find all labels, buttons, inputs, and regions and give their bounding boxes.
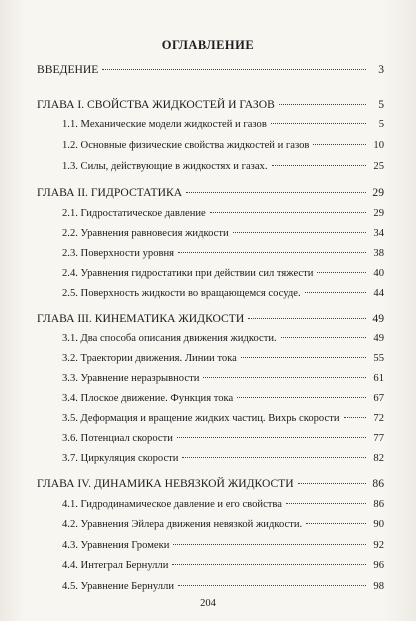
toc-entry-page-number: 29 <box>373 208 384 219</box>
toc-entry-label: 4.4. Интеграл Бернулли <box>62 560 169 571</box>
dot-leader <box>237 397 366 398</box>
toc-entry-page-number: 5 <box>378 119 384 130</box>
toc-entry-page-number: 10 <box>373 140 384 151</box>
toc-section-entry <box>62 538 384 554</box>
toc-entry-page-number: 5 <box>378 98 384 111</box>
dot-leader <box>286 503 366 504</box>
dot-leader <box>248 318 366 319</box>
toc-entry-label: 3.5. Деформация и вращение жидких частиц. Вихрь скорости <box>62 413 340 424</box>
toc-section-entry <box>62 517 384 533</box>
toc-entry-page-number: 29 <box>372 186 384 199</box>
toc-entry-page-number: 40 <box>373 268 384 279</box>
dot-leader <box>186 192 366 193</box>
toc-chapter-entry <box>37 476 384 492</box>
dot-leader <box>182 457 366 458</box>
toc-section-entry <box>62 579 384 595</box>
toc-section-entry <box>62 331 384 347</box>
toc-section-entry <box>62 286 384 302</box>
dot-leader <box>172 564 366 565</box>
toc-entry-page-number: 34 <box>373 228 384 239</box>
dot-leader <box>177 437 366 438</box>
toc-entry-page-number: 55 <box>373 353 384 364</box>
toc-entry-label: 4.1. Гидродинамическое давление и его свойства <box>62 499 282 510</box>
page-number: 204 <box>200 598 216 609</box>
toc-entry-page-number: 67 <box>373 393 384 404</box>
toc-section-entry <box>62 558 384 574</box>
toc-entry-page-number: 38 <box>373 248 384 259</box>
toc-chapter-entry <box>37 62 384 78</box>
toc-section-entry <box>62 451 384 467</box>
toc-section-entry <box>62 411 384 427</box>
toc-entry-label: ГЛАВА II. ГИДРОСТАТИКА <box>37 186 183 199</box>
toc-entry-label: 3.2. Траектории движения. Линии тока <box>62 353 237 364</box>
toc-entry-page-number: 98 <box>373 581 384 592</box>
dot-leader <box>344 417 367 418</box>
toc-entry-label: ВВЕДЕНИЕ <box>37 63 99 76</box>
dot-leader <box>317 272 366 273</box>
toc-entry-label: 1.3. Силы, действующие в жидкостях и газах. <box>62 161 268 172</box>
dot-leader <box>305 292 366 293</box>
dot-leader <box>298 483 366 484</box>
toc-entry-label: 2.3. Поверхности уровня <box>62 248 175 259</box>
dot-leader <box>233 232 366 233</box>
toc-entry-label: 3.3. Уравнение неразрывности <box>62 373 200 384</box>
toc-section-entry <box>62 117 384 133</box>
toc-entry-page-number: 92 <box>373 540 384 551</box>
toc-section-entry <box>62 246 384 262</box>
toc-chapter-entry <box>37 311 384 327</box>
dot-leader <box>272 165 366 166</box>
toc-entry-page-number: 82 <box>373 453 384 464</box>
toc-entry-label: 3.4. Плоское движение. Функция тока <box>62 393 234 404</box>
toc-section-entry <box>62 266 384 282</box>
toc-entry-label: 3.6. Потенциал скорости <box>62 433 173 444</box>
toc-entry-page-number: 49 <box>372 312 384 325</box>
toc-entry-label: 4.3. Уравнения Громеки <box>62 540 170 551</box>
dot-leader <box>306 523 366 524</box>
toc-entry-label: 2.5. Поверхность жидкости во вращающемся сосуде. <box>62 288 301 299</box>
toc-section-entry <box>62 159 384 175</box>
toc-section-entry <box>62 351 384 367</box>
dot-leader <box>313 144 366 145</box>
toc-entry-label: 2.4. Уравнения гидростатики при действии сил тяжести <box>62 268 314 279</box>
toc-entry-label: ГЛАВА I. СВОЙСТВА ЖИДКОСТЕЙ И ГАЗОВ <box>37 98 275 111</box>
toc-section-entry <box>62 206 384 222</box>
toc-entry-page-number: 90 <box>373 519 384 530</box>
toc-section-entry <box>62 371 384 387</box>
toc-entry-page-number: 3 <box>378 63 384 76</box>
toc-entry-page-number: 44 <box>373 288 384 299</box>
toc-entry-label: 1.1. Механические модели жидкостей и газов <box>62 119 267 130</box>
toc-entry-page-number: 49 <box>373 333 384 344</box>
toc-entry-label: 2.2. Уравнения равновесия жидкости <box>62 228 229 239</box>
toc-entry-label: 3.1. Два способа описания движения жидкости. <box>62 333 277 344</box>
toc-entry-label: 2.1. Гидростатическое давление <box>62 208 206 219</box>
toc-entry-label: 4.2. Уравнения Эйлера движения невязкой жидкости. <box>62 519 303 530</box>
toc-entry-label: 3.7. Циркуляция скорости <box>62 453 179 464</box>
dot-leader <box>281 337 366 338</box>
dot-leader <box>102 69 366 70</box>
toc-entry-page-number: 86 <box>372 477 384 490</box>
toc-entry-page-number: 86 <box>373 499 384 510</box>
toc-section-entry <box>62 138 384 154</box>
dot-leader <box>271 123 366 124</box>
dot-leader <box>178 585 366 586</box>
toc-entry-page-number: 96 <box>373 560 384 571</box>
toc-chapter-entry <box>37 185 384 201</box>
toc-entry-page-number: 25 <box>373 161 384 172</box>
toc-entry-label: ГЛАВА III. КИНЕМАТИКА ЖИДКОСТИ <box>37 312 245 325</box>
dot-leader <box>279 104 366 105</box>
toc-section-entry <box>62 391 384 407</box>
toc-entry-page-number: 72 <box>373 413 384 424</box>
toc-entry-page-number: 61 <box>373 373 384 384</box>
dot-leader <box>178 252 366 253</box>
toc-section-entry <box>62 497 384 513</box>
dot-leader <box>203 377 366 378</box>
toc-section-entry <box>62 431 384 447</box>
toc-entry-label: 1.2. Основные физические свойства жидкостей и газов <box>62 140 310 151</box>
toc-chapter-entry <box>37 97 384 113</box>
toc-title: ОГЛАВЛЕНИЕ <box>161 38 255 52</box>
dot-leader <box>173 544 366 545</box>
toc-entry-page-number: 77 <box>373 433 384 444</box>
toc-section-entry <box>62 226 384 242</box>
toc-entry-label: 4.5. Уравнение Бернулли <box>62 581 174 592</box>
dot-leader <box>241 357 366 358</box>
dot-leader <box>210 212 366 213</box>
toc-entry-label: ГЛАВА IV. ДИНАМИКА НЕВЯЗКОЙ ЖИДКОСТИ <box>37 477 294 490</box>
